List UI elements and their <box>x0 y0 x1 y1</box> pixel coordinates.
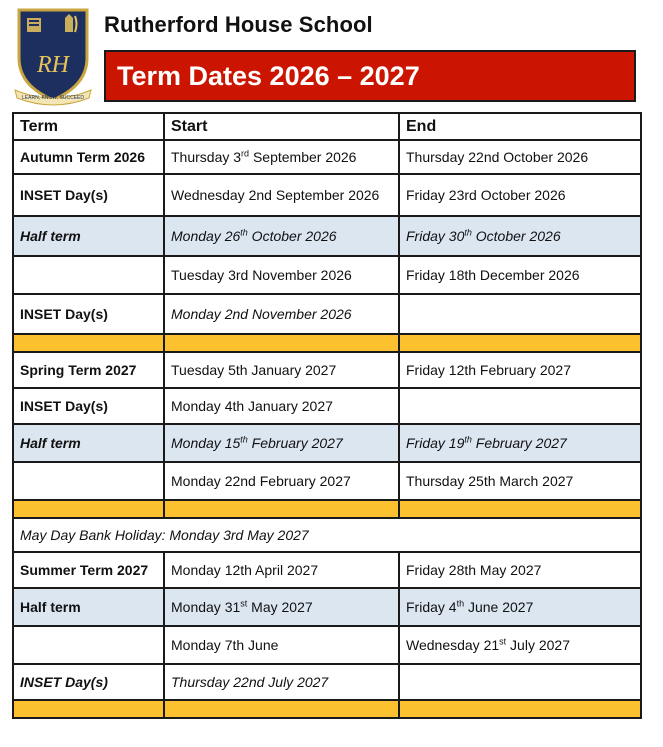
table-row <box>13 256 641 294</box>
school-name: Rutherford House School <box>104 12 373 37</box>
start-date: Wednesday 2nd September 2026 <box>164 174 399 216</box>
end-date: Thursday 25th March 2027 <box>399 462 641 500</box>
term-separator <box>13 500 641 518</box>
svg-text:LEARN, KNOW, SUCCEED: LEARN, KNOW, SUCCEED <box>22 95 84 101</box>
term-label: INSET Day(s) <box>13 388 164 424</box>
term-label: Spring Term 2027 <box>13 352 164 388</box>
table-row <box>13 518 641 552</box>
table-row <box>13 294 641 334</box>
table-row <box>13 140 641 174</box>
end-date: Friday 12th February 2027 <box>399 352 641 388</box>
start-date: Monday 7th June <box>164 626 399 664</box>
end-date: Wednesday 21st July 2027 <box>399 626 641 664</box>
start-date: Monday 4th January 2027 <box>164 388 399 424</box>
page-title: Term Dates 2026 – 2027 <box>117 60 420 91</box>
table-row <box>13 388 641 424</box>
start-date: Monday 26th October 2026 <box>164 216 399 256</box>
term-label: INSET Day(s) <box>13 174 164 216</box>
end-date: Friday 23rd October 2026 <box>399 174 641 216</box>
bank-holiday-note: May Day Bank Holiday: Monday 3rd May 2027 <box>13 518 641 552</box>
table-row <box>13 626 641 664</box>
start-date: Tuesday 5th January 2027 <box>164 352 399 388</box>
end-date <box>399 388 641 424</box>
term-label: Autumn Term 2026 <box>13 140 164 174</box>
start-date: Monday 12th April 2027 <box>164 552 399 588</box>
term-label <box>13 462 164 500</box>
header-end: End <box>399 113 641 140</box>
end-date <box>399 294 641 334</box>
start-date: Monday 2nd November 2026 <box>164 294 399 334</box>
term-label <box>13 626 164 664</box>
table-row <box>13 552 641 588</box>
term-label: Half term <box>13 588 164 626</box>
end-date: Friday 19th February 2027 <box>399 424 641 462</box>
start-date: Monday 31st May 2027 <box>164 588 399 626</box>
term-label <box>13 256 164 294</box>
start-date: Monday 22nd February 2027 <box>164 462 399 500</box>
start-date: Thursday 22nd July 2027 <box>164 664 399 700</box>
end-date: Friday 18th December 2026 <box>399 256 641 294</box>
term-separator <box>13 700 641 718</box>
term-separator <box>13 334 641 352</box>
table-row <box>13 174 641 216</box>
table-row <box>13 216 641 256</box>
table-header-row <box>13 113 641 140</box>
start-date: Monday 15th February 2027 <box>164 424 399 462</box>
term-label: Summer Term 2027 <box>13 552 164 588</box>
svg-text:RH: RH <box>37 52 69 78</box>
end-date: Thursday 22nd October 2026 <box>399 140 641 174</box>
start-date: Tuesday 3rd November 2026 <box>164 256 399 294</box>
term-label: INSET Day(s) <box>13 664 164 700</box>
term-label: INSET Day(s) <box>13 294 164 334</box>
end-date: Friday 28th May 2027 <box>399 552 641 588</box>
start-date: Thursday 3rd September 2026 <box>164 140 399 174</box>
term-label: Half term <box>13 424 164 462</box>
header-start: Start <box>164 113 399 140</box>
table-row <box>13 588 641 626</box>
term-label: Half term <box>13 216 164 256</box>
school-crest-icon <box>13 6 93 106</box>
table-row <box>13 352 641 388</box>
table-row <box>13 664 641 700</box>
header-term: Term <box>13 113 164 140</box>
table-row <box>13 424 641 462</box>
table-row <box>13 462 641 500</box>
end-date: Friday 4th June 2027 <box>399 588 641 626</box>
term-dates-banner <box>104 50 636 102</box>
term-dates-table <box>12 112 642 719</box>
end-date: Friday 30th October 2026 <box>399 216 641 256</box>
end-date <box>399 664 641 700</box>
